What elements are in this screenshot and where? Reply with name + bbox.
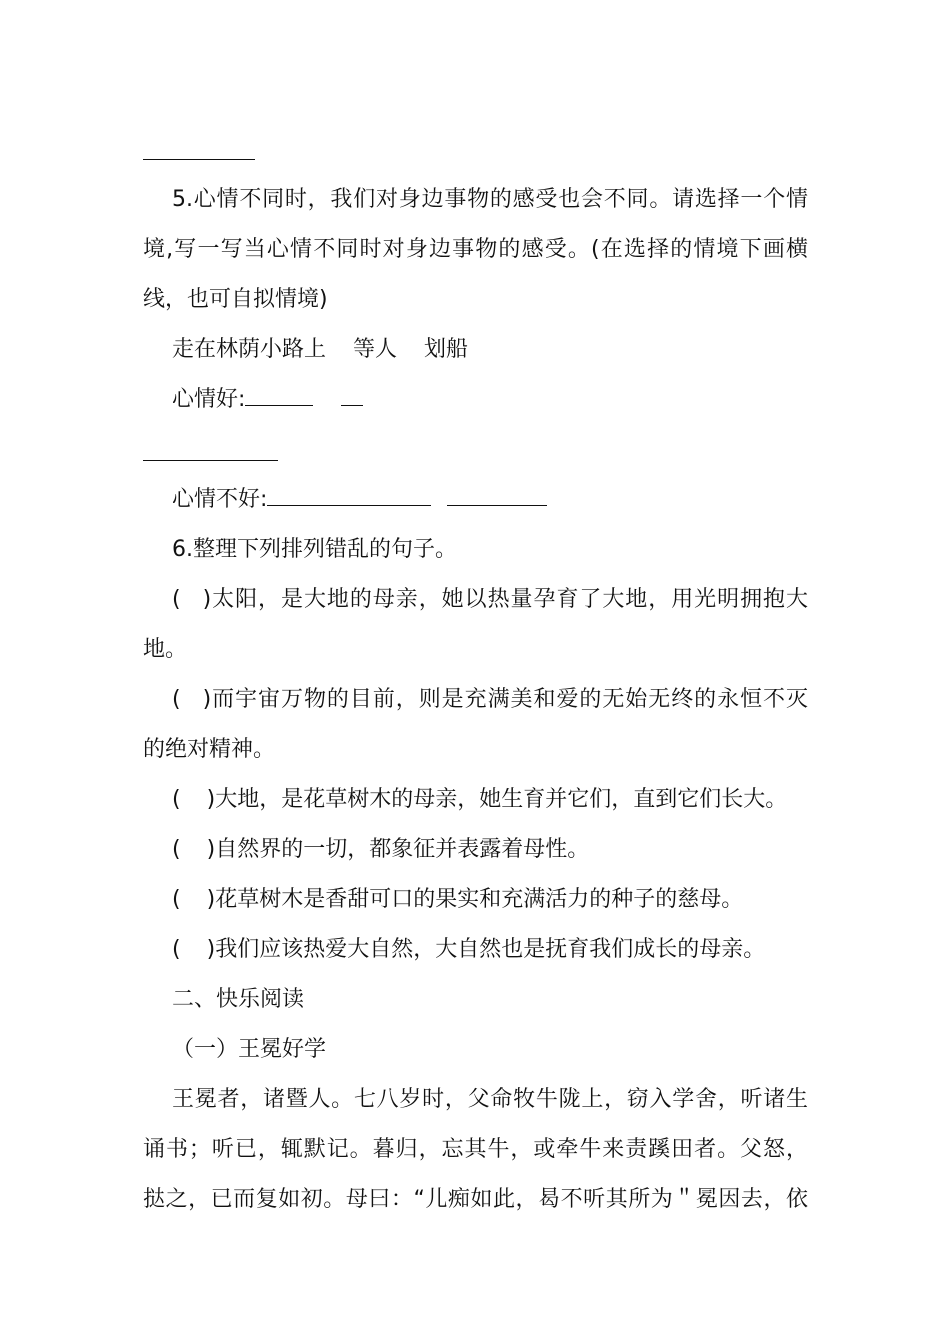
q6-item-1-cont: 地。 [143, 637, 188, 662]
good-mood-blank[interactable] [245, 401, 313, 406]
paren-close: ) [202, 587, 212, 612]
answer-blank-line [143, 159, 255, 160]
q6-item-2-cont: 的绝对精神。 [143, 737, 276, 762]
item-text: 大地，是花草树木的母亲，她生育并它们，直到它们长大。 [215, 787, 788, 812]
bad-mood-blank[interactable] [267, 501, 431, 506]
item-text: 花草树木是香甜可口的果实和充满活力的种子的慈母。 [215, 887, 744, 912]
q6-item-1 [172, 585, 808, 615]
paren-open: ( [172, 937, 181, 962]
paren-open: ( [172, 887, 181, 912]
q5-bad-row [172, 485, 837, 515]
passage-line-2: 诵书；听已，辄默记。暮归，忘其牛，或牵牛来责蹊田者。父怒， [143, 1137, 808, 1162]
passage-line-3: 挞之，已而复如初。母曰：“儿痴如此，曷不听其所为＂冕因去，依 [143, 1187, 808, 1212]
q5-line-2: 境,写一写当心情不同时对身边事物的感受。(在选择的情境下画横 [143, 237, 808, 262]
paren-close: ) [206, 787, 216, 812]
passage-title: （一）王冕好学 [172, 1037, 327, 1062]
item-text: 太阳，是大地的母亲，她以热量孕育了大地，用光明拥抱大 [211, 587, 808, 612]
q6-item-5 [172, 885, 837, 915]
q6-item-4 [172, 835, 837, 865]
paren-open: ( [172, 787, 181, 812]
item-text: 自然界的一切，都象征并表露着母性。 [215, 837, 590, 862]
q5-good-row [172, 385, 837, 415]
option-walk[interactable]: 走在林荫小路上 [172, 337, 327, 362]
good-mood-label: 心情好: [172, 387, 246, 412]
paren-close: ) [206, 887, 216, 912]
q6-title: 6.整理下列排列错乱的句子。 [172, 537, 457, 562]
q6-item-6 [172, 935, 837, 965]
item-text: 而宇宙万物的目前，则是充满美和爱的无始无终的永恒不灭 [211, 687, 808, 712]
q5-line-1: 5.心情不同时，我们对身边事物的感受也会不同。请选择一个情 [172, 187, 808, 212]
passage-line-1: 王冕者，诸暨人。七八岁时，父命牧牛陇上，窃入学舍，听诸生 [172, 1087, 808, 1112]
paren-close: ) [206, 937, 216, 962]
paren-open: ( [172, 587, 181, 612]
paren-close: ) [206, 837, 216, 862]
option-wait[interactable]: 等人 [353, 337, 398, 362]
q6-item-3 [172, 785, 837, 815]
good-mood-blank-2[interactable] [341, 401, 363, 406]
paren-open: ( [172, 687, 181, 712]
q5-options [172, 335, 837, 365]
good-mood-blank-line[interactable] [143, 460, 278, 461]
bad-mood-label: 心情不好: [172, 487, 268, 512]
bad-mood-blank-2[interactable] [447, 501, 547, 506]
q5-line-3: 线，也可自拟情境) [143, 287, 328, 312]
option-row[interactable]: 划船 [424, 337, 469, 362]
section-heading: 二、快乐阅读 [172, 987, 305, 1012]
item-text: 我们应该热爱大自然，大自然也是抚育我们成长的母亲。 [215, 937, 766, 962]
paren-close: ) [202, 687, 212, 712]
q6-item-2 [172, 685, 808, 715]
paren-open: ( [172, 837, 181, 862]
